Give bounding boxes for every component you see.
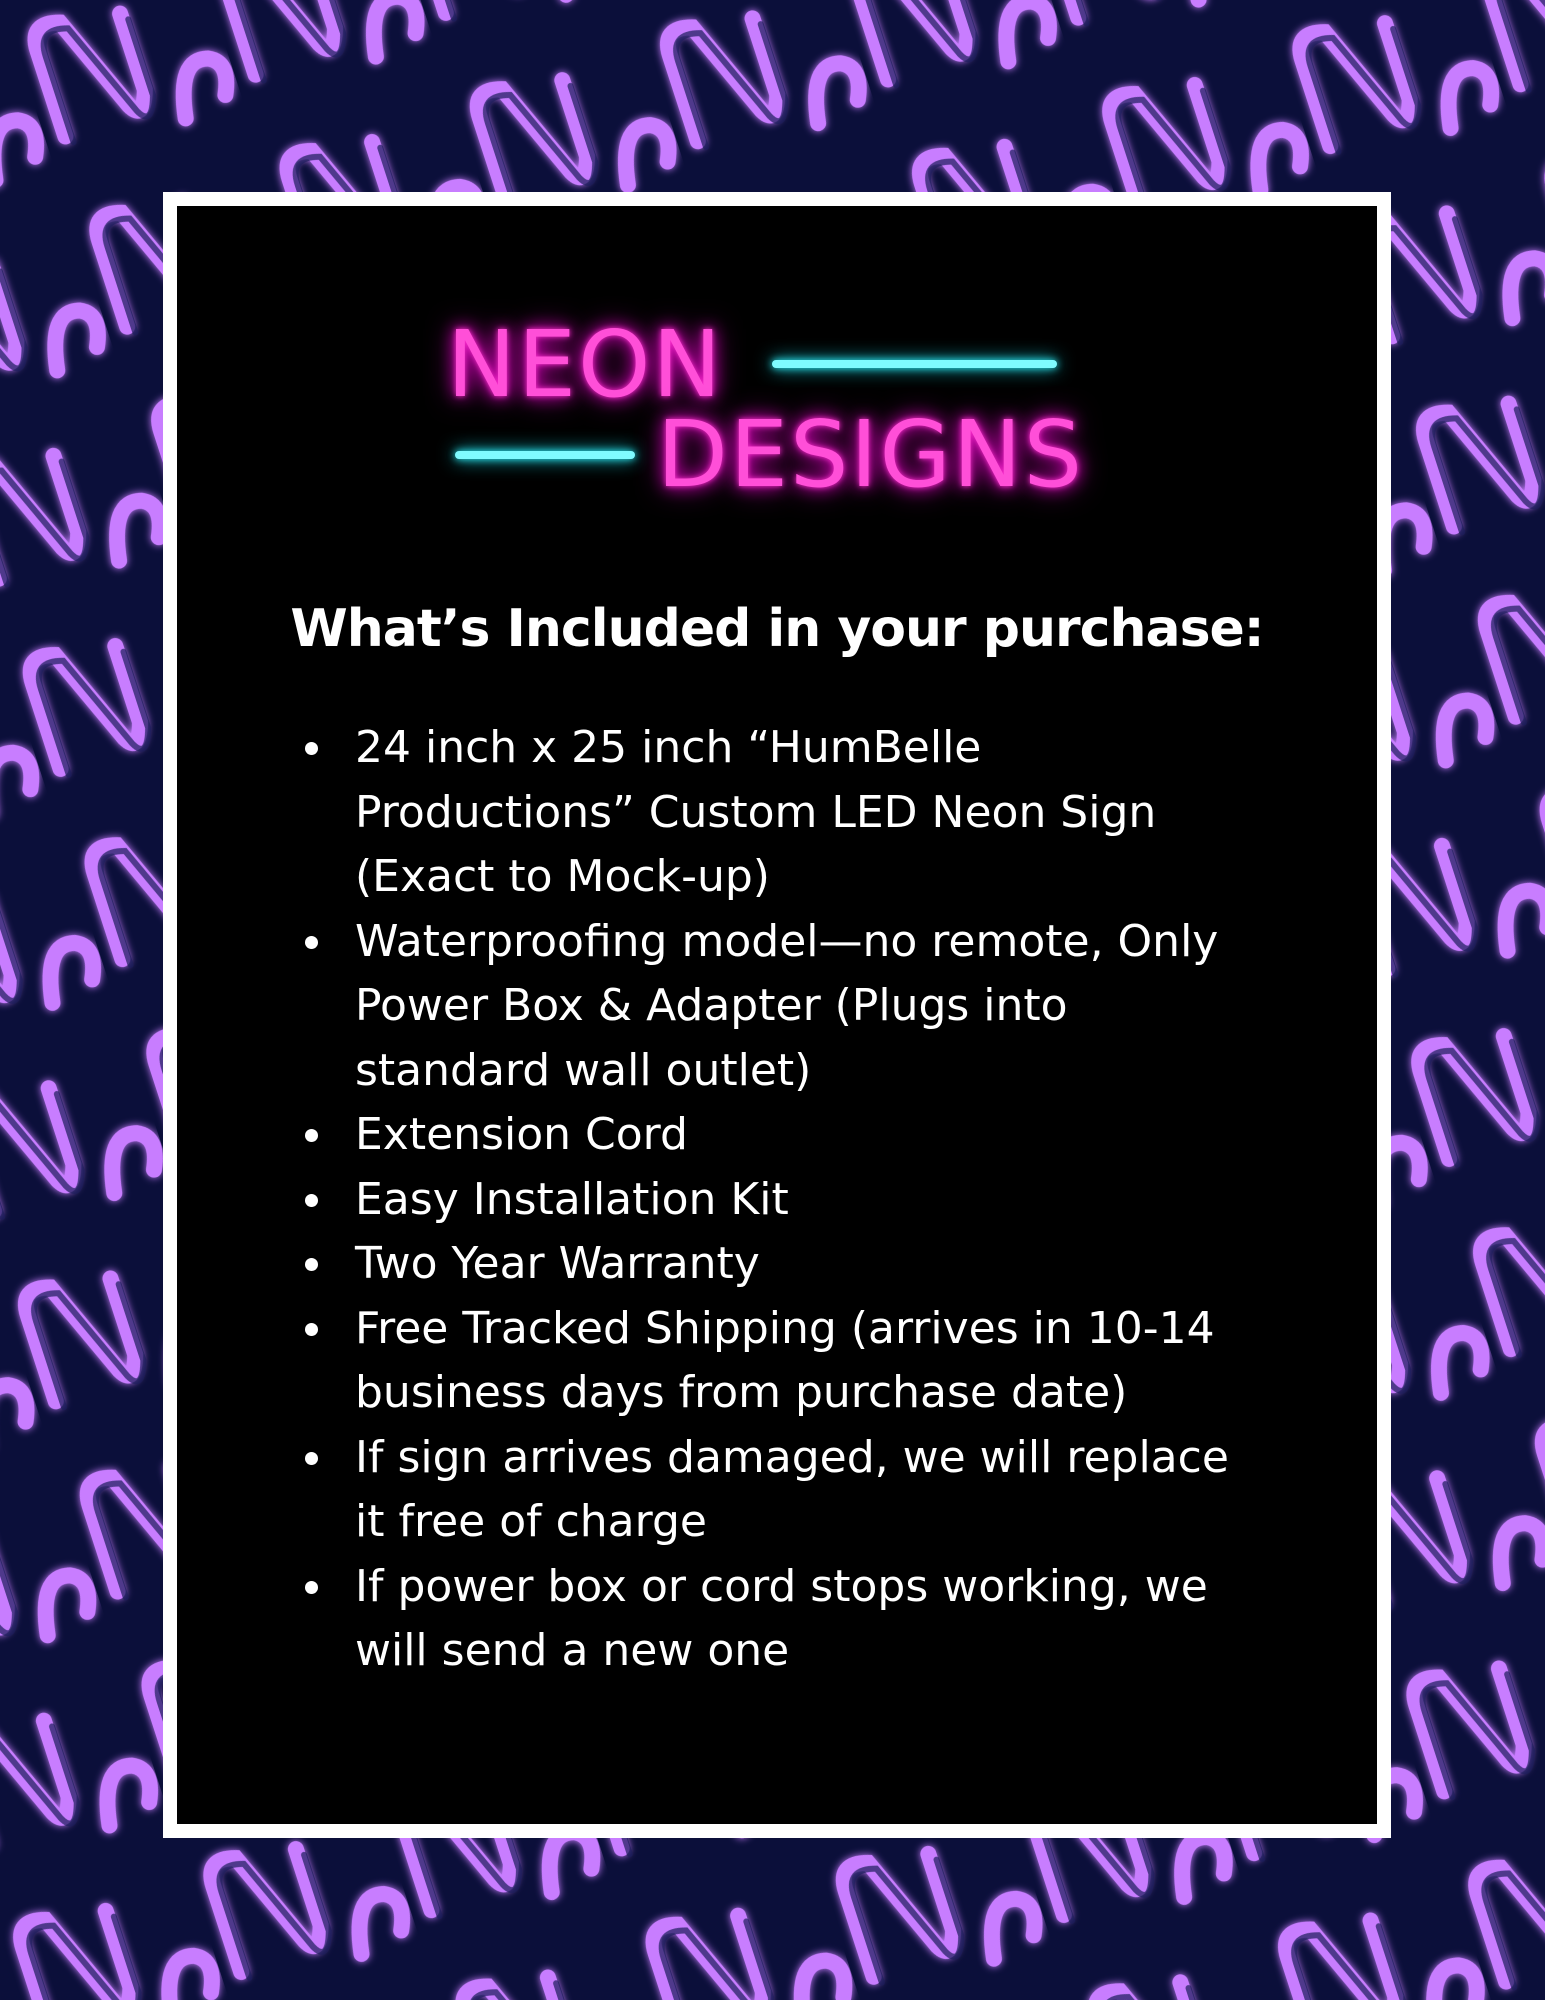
list-item-text: Free Tracked Shipping (arrives in 10-14 business days from purchase date) [355, 1302, 1215, 1418]
list-item-text: Easy Installation Kit [355, 1173, 789, 1225]
list-item [305, 1426, 1245, 1555]
logo-word-designs: DESIGNS [657, 401, 1085, 508]
list-item [305, 910, 1245, 1104]
bullet-icon [305, 936, 318, 949]
logo-cyan-line-top [772, 360, 1057, 368]
list-item-text: If sign arrives damaged, we will replace it free of charge [355, 1431, 1229, 1547]
bullet-icon [305, 1258, 318, 1271]
bullet-icon [305, 1129, 318, 1142]
page-heading: What’s Included in your purchase: [290, 599, 1264, 659]
list-item-text: Two Year Warranty [355, 1238, 760, 1289]
bullet-icon [305, 742, 318, 755]
logo-word-neon: NEON [447, 311, 724, 418]
list-item [305, 1168, 1245, 1233]
logo-cyan-line-bottom [455, 451, 635, 459]
neon-designs-logo [447, 301, 1087, 531]
bullet-icon [305, 1581, 318, 1594]
list-item [305, 1232, 1245, 1297]
list-item-text: Extension Cord [355, 1109, 688, 1160]
bullet-icon [305, 1194, 318, 1207]
content-panel-inner [177, 206, 1377, 1824]
included-items-list [305, 716, 1245, 1684]
list-item [305, 1103, 1245, 1168]
bullet-icon [305, 1452, 318, 1465]
list-item [305, 716, 1245, 910]
list-item-text: 24 inch x 25 inch “HumBelle Productions” Custom LED Neon Sign (Exact to Mock-up) [355, 722, 1157, 902]
list-item [305, 1555, 1245, 1684]
list-item-text: Waterproofing model—no remote, Only Power Box & Adapter (Plugs into standard wall outlet) [355, 915, 1219, 1096]
content-panel [163, 192, 1391, 1838]
bullet-icon [305, 1323, 318, 1336]
list-item [305, 1297, 1245, 1426]
list-item-text: If power box or cord stops working, we will send a new one [355, 1560, 1208, 1676]
